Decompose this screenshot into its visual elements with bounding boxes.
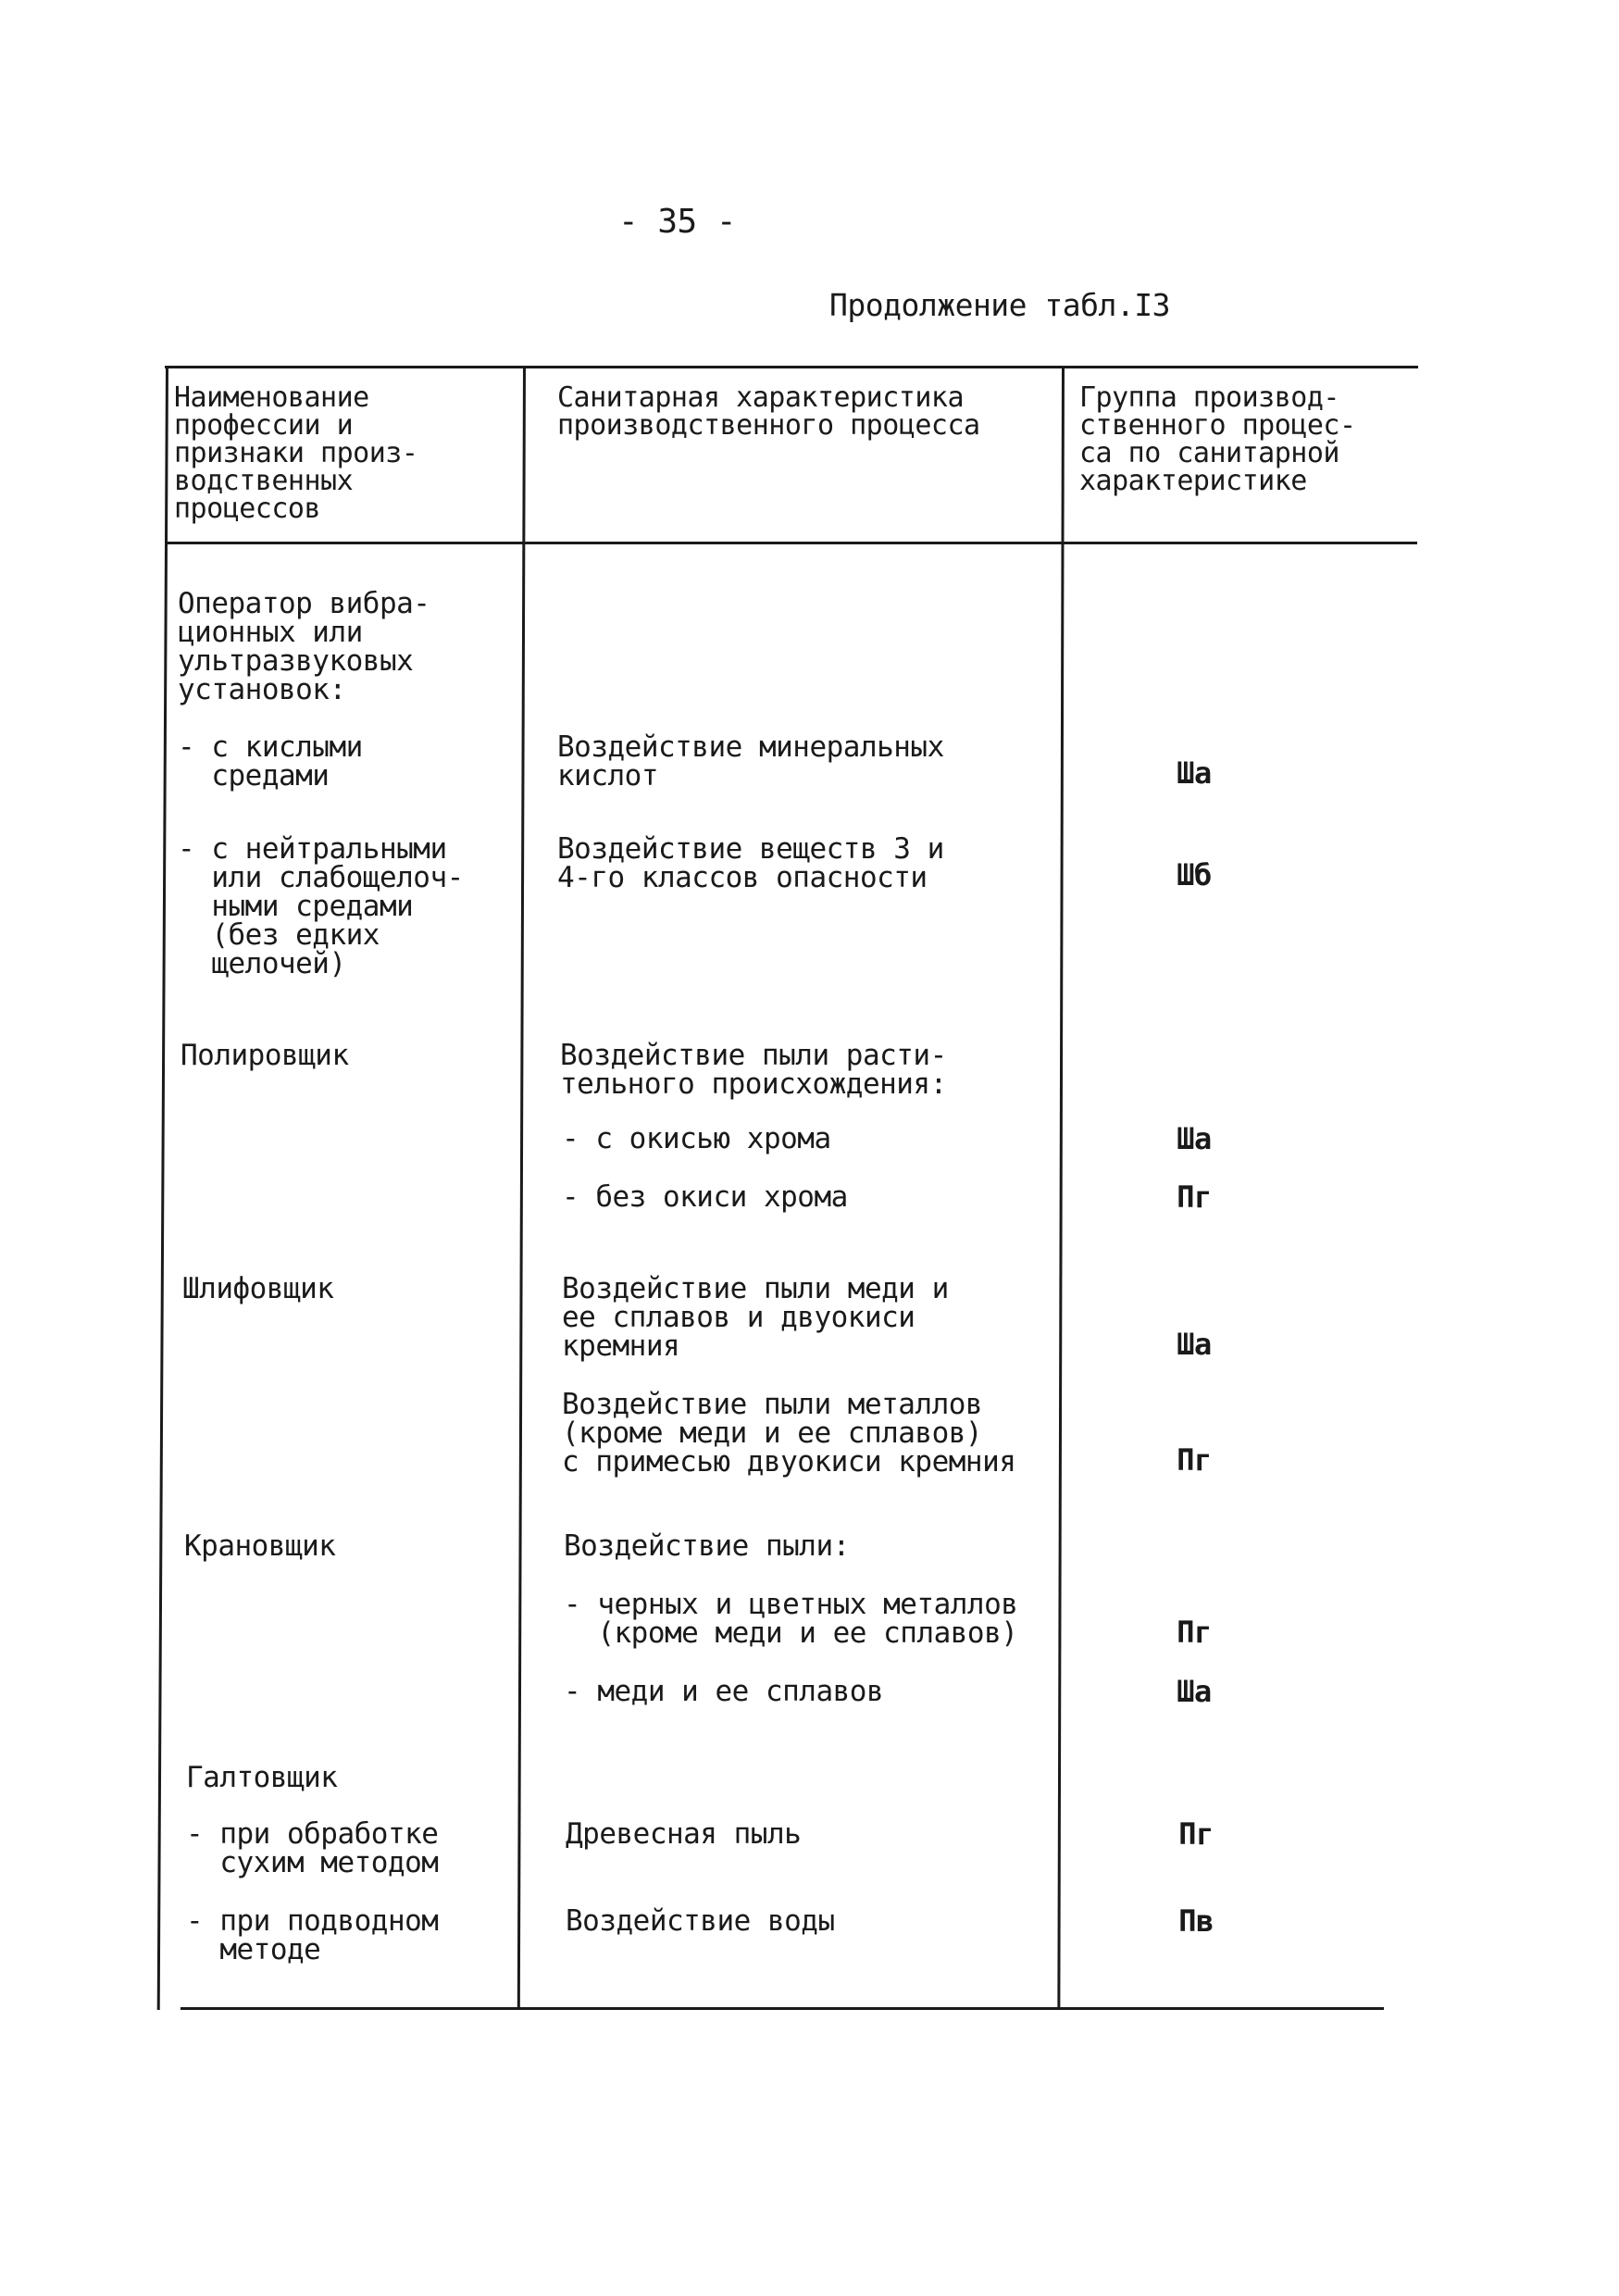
profession-polisher: Полировщик xyxy=(181,1039,349,1072)
header-sanitary-characteristic: Санитарная характеристика производственного процесса xyxy=(557,381,980,442)
tumbler-dry-group: Пг xyxy=(1178,1816,1214,1852)
grinder-copper-group: Ша xyxy=(1177,1327,1212,1362)
operator-neutral-media: - с нейтральными или слабощелоч- ными средами (без едких щелочей) xyxy=(178,832,464,980)
grinder-copper-characteristic: Воздействие пыли меди и ее сплавов и двуокиси кремния xyxy=(562,1272,949,1363)
tumbler-underwater-group: Пв xyxy=(1178,1903,1214,1939)
crane-ferrous-group: Пг xyxy=(1177,1615,1212,1650)
table-top-border xyxy=(165,366,1418,368)
polisher-chrome-group: Ша xyxy=(1177,1121,1212,1156)
crane-copper-group: Ша xyxy=(1177,1674,1212,1709)
table-continuation-label: Продолжение табл.I3 xyxy=(829,287,1170,323)
header-process-group: Группа производ- ственного процес- са по санитарной характеристике xyxy=(1079,381,1356,497)
header-profession: Наименование профессии и признаки произ- водственных процессов xyxy=(174,381,418,525)
page-number: - 35 - xyxy=(618,203,737,241)
polisher-characteristic: Воздействие пыли расти- тельного происхождения: xyxy=(560,1039,947,1101)
operator-neutral-characteristic: Воздействие веществ 3 и 4-го классов опасности xyxy=(557,832,944,894)
profession-crane-operator: Крановщик xyxy=(184,1529,336,1563)
tumbler-underwater-characteristic: Воздействие воды xyxy=(566,1904,835,1938)
col-divider-2 xyxy=(1057,366,1065,2010)
crane-characteristic: Воздействие пыли: xyxy=(564,1529,850,1563)
tumbler-dry-characteristic: Древесная пыль xyxy=(566,1817,802,1851)
grinder-metals-group: Пг xyxy=(1177,1442,1212,1478)
profession-grinder: Шлифовщик xyxy=(182,1272,334,1305)
table-bottom-border xyxy=(181,2007,1384,2010)
col-divider-1 xyxy=(517,366,526,2010)
operator-neutral-group: Шб xyxy=(1177,857,1212,892)
profession-operator: Оператор вибра- ционных или ультразвуковых установок: xyxy=(178,587,430,706)
polisher-no-chrome-oxide: - без окиси хрома xyxy=(562,1180,848,1214)
operator-acid-group: Ша xyxy=(1177,755,1212,791)
crane-copper: - меди и ее сплавов xyxy=(564,1675,884,1708)
header-bottom-border xyxy=(168,542,1417,544)
polisher-no-chrome-group: Пг xyxy=(1177,1179,1212,1215)
polisher-chrome-oxide: - с окисью хрома xyxy=(562,1122,831,1155)
operator-acid-media: - с кислыми средами xyxy=(178,730,363,792)
crane-ferrous-nonferrous: - черных и цветных металлов (кроме меди и ее сплавов) xyxy=(564,1588,1018,1650)
tumbler-dry-method: - при обработке сухим методом xyxy=(186,1817,439,1879)
grinder-metals-characteristic: Воздействие пыли металлов (кроме меди и ее сплавов) с примесью двуокиси кремния xyxy=(562,1388,1016,1479)
profession-tumbler: Галтовщик xyxy=(186,1761,338,1794)
table-left-border xyxy=(157,366,168,2010)
operator-acid-characteristic: Воздействие минеральных кислот xyxy=(557,730,944,792)
tumbler-underwater-method: - при подводном методе xyxy=(186,1904,439,1966)
